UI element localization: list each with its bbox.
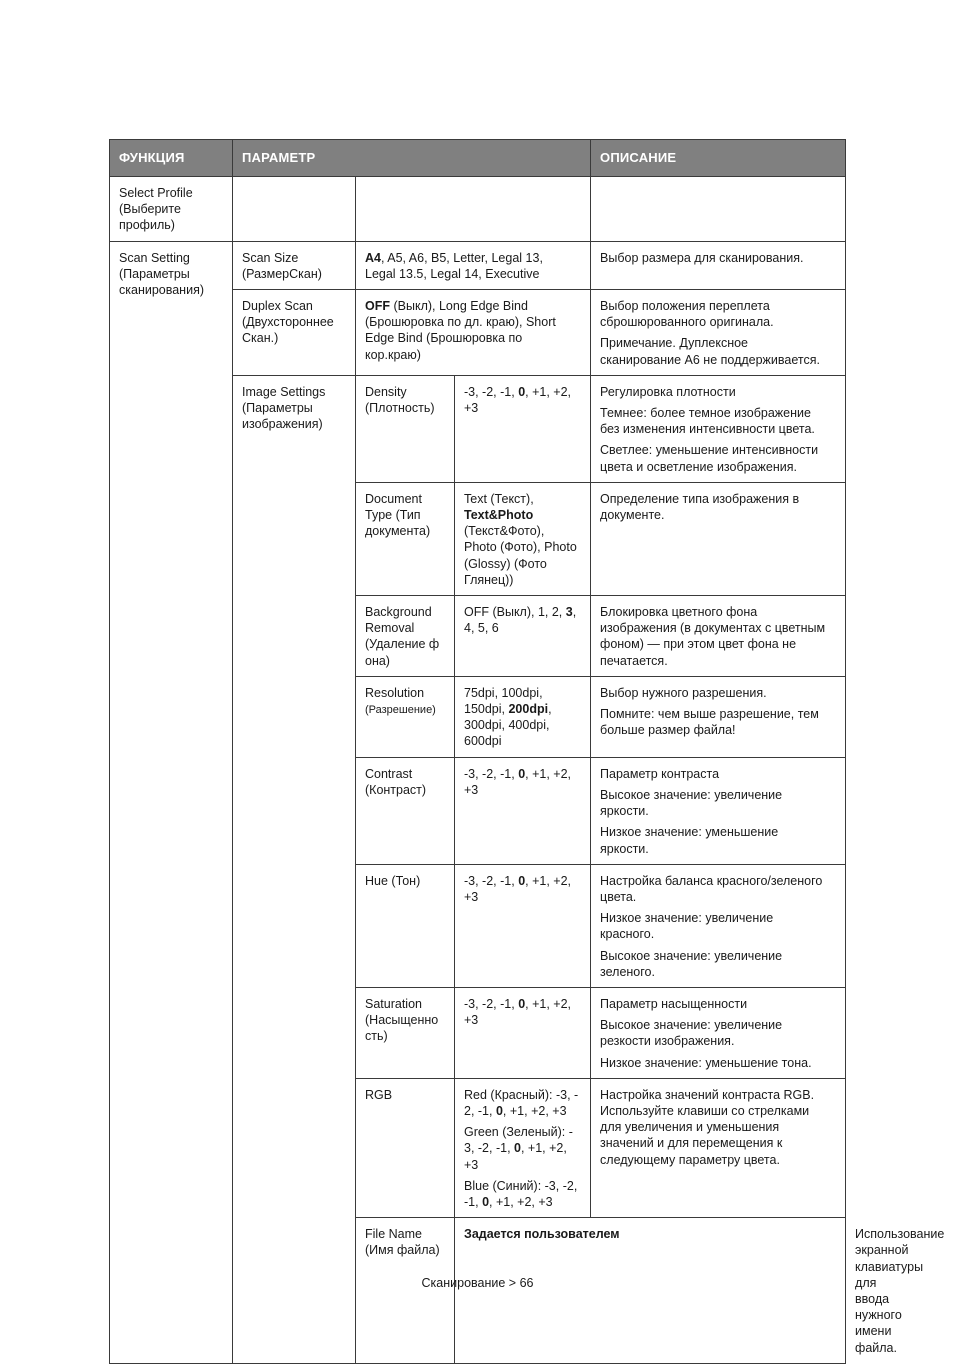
subparam-resolution: Resolution (Разрешение)	[356, 676, 455, 757]
value-document-type: Text (Текст), Text&Photo (Текст&Фото), Photo (Фото), Photo (Glossy) (Фото Глянец))	[455, 482, 591, 595]
param-duplex-scan: Duplex Scan (Двухстороннее Скан.)	[233, 290, 356, 376]
function-scan-setting: Scan Setting (Параметры сканирования)	[110, 241, 233, 1363]
header-function: ФУНКЦИЯ	[110, 140, 233, 177]
value-contrast: -3, -2, -1, 0, +1, +2, +3	[455, 757, 591, 864]
header-parameter: ПАРАМЕТР	[233, 140, 591, 177]
table-row	[110, 177, 846, 242]
settings-table	[109, 139, 945, 1364]
desc-duplex-scan: Выбор положения переплета сброшюрованного оригинала. Примечание. Дуплексное сканирование A6 не поддерживается.	[591, 290, 846, 376]
subparam-contrast: Contrast (Контраст)	[356, 757, 455, 864]
value-hue: -3, -2, -1, 0, +1, +2, +3	[455, 864, 591, 987]
param-image-settings: Image Settings (Параметры изображения)	[233, 375, 356, 1363]
subparam-density: Density (Плотность)	[356, 375, 455, 482]
value-density: -3, -2, -1, 0, +1, +2, +3	[455, 375, 591, 482]
param-file-name: File Name (Имя файла)	[356, 1218, 455, 1364]
subparam-document-type: Document Type (Тип документа)	[356, 482, 455, 595]
subparam-saturation: Saturation (Насыщенно сть)	[356, 987, 455, 1078]
header-description: ОПИСАНИЕ	[591, 140, 846, 177]
desc-hue: Настройка баланса красного/зеленого цвета. Низкое значение: увеличение красного. Высокое значение: увеличение зеленого.	[591, 864, 846, 987]
table-header-row	[110, 140, 846, 177]
value-file-name: Задается пользователем	[455, 1218, 846, 1364]
desc-rgb: Настройка значений контраста RGB. Используйте клавиши со стрелками для увеличения и уменьшения значений и для перемещения к следующему параметру цвета.	[591, 1078, 846, 1217]
subparam-rgb: RGB	[356, 1078, 455, 1217]
empty-cell	[233, 177, 356, 242]
param-scan-size: Scan Size (РазмерСкан)	[233, 241, 356, 289]
table-row	[110, 241, 846, 289]
page-footer: Сканирование > 66	[421, 1276, 534, 1290]
empty-cell	[591, 177, 846, 242]
desc-saturation: Параметр насыщенности Высокое значение: увеличение резкости изображения. Низкое значение: уменьшение тона.	[591, 987, 846, 1078]
desc-contrast: Параметр контраста Высокое значение: увеличение яркости. Низкое значение: уменьшение яркости.	[591, 757, 846, 864]
desc-resolution: Выбор нужного разрешения. Помните: чем выше разрешение, тем больше размер файла!	[591, 676, 846, 757]
value-scan-size: A4, A5, A6, B5, Letter, Legal 13, Legal 13.5, Legal 14, Executive	[356, 241, 591, 289]
table-row: File Name (Имя файла) Задается пользователем Использование экранной клавиатуры для ввода нужного имени файла.	[110, 1218, 846, 1364]
desc-document-type: Определение типа изображения в документе.	[591, 482, 846, 595]
value-duplex-scan: OFF (Выкл), Long Edge Bind (Брошюровка по дл. краю), Short Edge Bind (Брошюровка по кор.краю)	[356, 290, 591, 376]
function-select-profile: Select Profile (Выберите профиль)	[110, 177, 233, 242]
subparam-background-removal: Background Removal (Удаление ф она)	[356, 596, 455, 677]
value-resolution: 75dpi, 100dpi, 150dpi, 200dpi, 300dpi, 400dpi, 600dpi	[455, 676, 591, 757]
value-rgb: Red (Красный): -3, - 2, -1, 0, +1, +2, +3 Green (Зеленый): - 3, -2, -1, 0, +1, +2, +3 Blue (Синий): -3, -2, -1, 0, +1, +2, +3	[455, 1078, 591, 1217]
desc-background-removal: Блокировка цветного фона изображения (в документах с цветным фоном) — при этом цвет фона не печатается.	[591, 596, 846, 677]
value-background-removal: OFF (Выкл), 1, 2, 3, 4, 5, 6	[455, 596, 591, 677]
desc-scan-size: Выбор размера для сканирования.	[591, 241, 846, 289]
desc-density: Регулировка плотности Темнее: более темное изображение без изменения интенсивности цвета. Светлее: уменьшение интенсивности цвета и осветление изображения.	[591, 375, 846, 482]
empty-cell	[356, 177, 591, 242]
subparam-hue: Hue (Тон)	[356, 864, 455, 987]
value-saturation: -3, -2, -1, 0, +1, +2, +3	[455, 987, 591, 1078]
